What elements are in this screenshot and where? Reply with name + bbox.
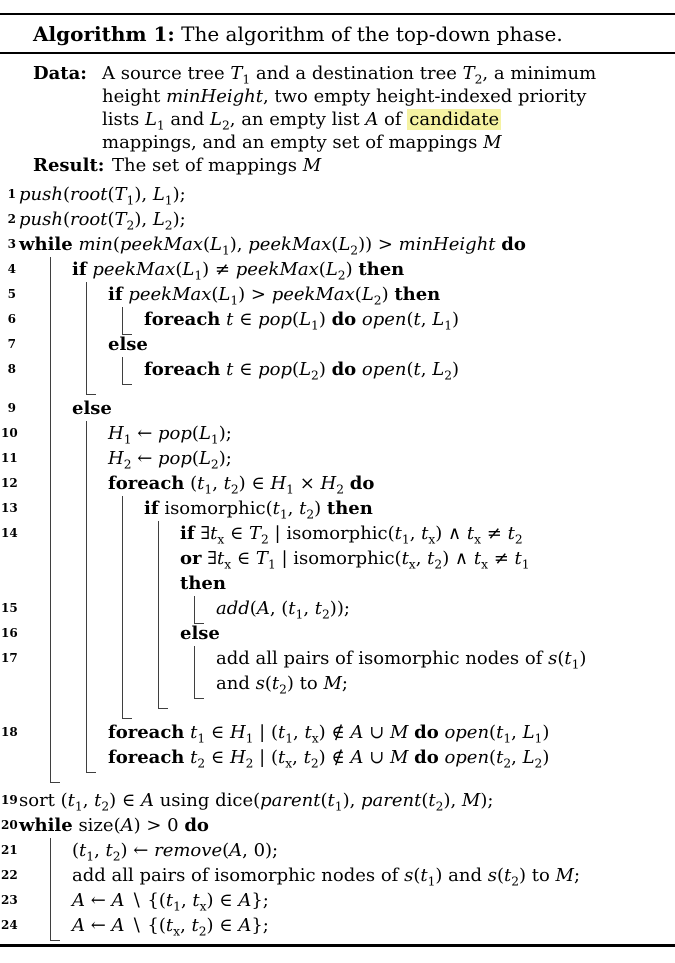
algorithm-caption [0, 15, 675, 52]
code-line [0, 671, 675, 696]
data-line: lists $L_1$ and $L_2$, an empty list A of candidate [102, 109, 500, 133]
line-content: if $isomorphic(t_1$, $t_2$) then [144, 498, 373, 522]
code-line [0, 332, 675, 357]
code-line [0, 546, 675, 571]
line-content: A ← A ∖ {($t_x$, $t_2$) ∈ A}; [72, 915, 269, 939]
block-indent-guide [50, 257, 60, 783]
caption-title: The algorithm of the top-down phase. [174, 22, 563, 46]
line-content: if $peekMax(L_1)$ > $peekMax(L_2)$ then [108, 284, 441, 308]
line-content: if $\exists t_x$ ∈ $T_2$ | $isomorphic(t_1$, $t_x$) ∧ $t_x \ne t_2$ [180, 523, 523, 547]
result-text: The set of mappings M [112, 155, 322, 176]
block-indent-guide [158, 521, 168, 709]
line-content: else [180, 623, 220, 644]
line-number: 17 [1, 651, 18, 665]
code-line [0, 257, 675, 282]
line-number: 12 [1, 476, 18, 490]
bottom-rule [0, 944, 675, 947]
line-number: 19 [1, 793, 18, 807]
line-content: $H_2$ ← $pop(L_2)$; [108, 448, 232, 472]
result-section [0, 154, 675, 177]
line-number: 2 [7, 212, 16, 226]
line-content: ($t_1$, $t_2$) ← remove(A, 0); [72, 840, 279, 864]
line-content: if $peekMax(L_1)$ ≠ $peekMax(L_2)$ then [72, 259, 405, 283]
line-content: foreach t ∈ $pop(L_2)$ do open(t, $L_2$) [144, 359, 460, 383]
line-number: 11 [1, 451, 18, 465]
line-number: 5 [7, 287, 16, 301]
line-content: foreach $t_2$ ∈ $H_2$ | ($t_x$, $t_2$) ∉ A ∪ M do $open(t_2$, $L_2$) [108, 747, 550, 771]
code-line [0, 596, 675, 621]
line-number: 21 [1, 843, 18, 857]
caption-rule [0, 52, 675, 54]
line-number: 13 [1, 501, 18, 515]
line-number: 24 [1, 918, 18, 932]
code-line [0, 471, 675, 496]
line-content: $push(root(T_1)$, $L_1$); [19, 184, 186, 208]
line-number: 7 [7, 337, 16, 351]
highlight-candidate: candidate [409, 109, 500, 130]
code-line [0, 421, 675, 446]
code-line [0, 396, 675, 421]
line-content: or $\exists t_x$ ∈ $T_1$ | $isomorphic(t_x$, $t_2$) ∧ $t_x \ne t_1$ [180, 548, 530, 572]
data-line: height minHeight, two empty height-indexed priority [102, 86, 587, 107]
code-listing [0, 182, 675, 938]
line-content: else [72, 398, 112, 419]
block-indent-guide [122, 357, 132, 385]
line-content: foreach t ∈ $pop(L_1)$ do open(t, $L_1$) [144, 309, 460, 333]
line-number: 3 [7, 237, 16, 251]
line-content: $push(root(T_2)$, $L_2$); [19, 209, 186, 233]
code-line [0, 571, 675, 596]
data-line: mappings, and an empty set of mappings M [102, 132, 502, 153]
line-number: 15 [1, 601, 18, 615]
block-indent-guide [194, 596, 204, 624]
line-number: 20 [1, 818, 18, 832]
line-number: 18 [1, 725, 18, 739]
line-number: 4 [7, 262, 16, 276]
line-content: sort ($t_1$, $t_2$) ∈ A using $dice(parent(t_1)$, $parent(t_2)$, M); [19, 790, 494, 814]
line-number: 8 [7, 362, 16, 376]
block-indent-guide [50, 838, 60, 941]
line-content: add all pairs of isomorphic nodes of $s(t_1)$ and $s(t_2)$ to M; [72, 865, 581, 889]
line-content: A ← A ∖ {($t_1$, $t_x$) ∈ A}; [72, 890, 269, 914]
line-content: $H_1$ ← $pop(L_1)$; [108, 423, 232, 447]
line-number: 9 [7, 401, 16, 415]
line-number: 22 [1, 868, 18, 882]
code-line [0, 282, 675, 307]
data-description [102, 62, 675, 154]
code-line [0, 646, 675, 671]
code-line [0, 307, 675, 332]
block-indent-guide [122, 307, 132, 335]
code-line [0, 232, 675, 257]
line-content: while size(A) > 0 do [19, 815, 209, 836]
code-line [0, 446, 675, 471]
code-line [0, 913, 675, 938]
line-content: foreach ($t_1$, $t_2$) ∈ $H_1 \times H_2$ do [108, 473, 375, 497]
code-line [0, 788, 675, 813]
block-indent-guide [86, 421, 96, 773]
line-number: 6 [7, 312, 16, 326]
code-line [0, 496, 675, 521]
code-line [0, 521, 675, 546]
code-line [0, 863, 675, 888]
code-line [0, 357, 675, 382]
code-line [0, 888, 675, 913]
line-content: and $s(t_2)$ to M; [216, 673, 348, 697]
line-number: 16 [1, 626, 18, 640]
result-label: Result: [33, 155, 105, 176]
code-line [0, 207, 675, 232]
line-number: 14 [1, 526, 18, 540]
data-line: A source tree $T_1$ and a destination tree $T_2$, a minimum [102, 63, 597, 87]
block-indent-guide [86, 282, 96, 395]
data-section [0, 62, 675, 154]
block-indent-guide [194, 646, 204, 699]
caption-label: Algorithm 1: [33, 22, 175, 46]
code-line [0, 182, 675, 207]
line-number: 10 [1, 426, 18, 440]
line-content: else [108, 334, 148, 355]
line-content: foreach $t_1$ ∈ $H_1$ | ($t_1$, $t_x$) ∉ A ∪ M do $open(t_1$, $L_1$) [108, 722, 550, 746]
code-line [0, 621, 675, 646]
code-line [0, 720, 675, 745]
block-indent-guide [122, 496, 132, 719]
code-line [0, 838, 675, 863]
line-content: add all pairs of isomorphic nodes of $s(t_1)$ [216, 648, 587, 672]
line-content: add(A, ($t_1$, $t_2$)); [216, 598, 350, 622]
line-content: then [180, 573, 226, 594]
line-content: while $\min(peekMax(L_1)$, $peekMax(L_2)$) > minHeight do [19, 234, 526, 258]
code-line [0, 813, 675, 838]
line-number: 23 [1, 893, 18, 907]
code-line [0, 745, 675, 770]
data-label: Data: [33, 63, 87, 84]
line-number: 1 [7, 187, 16, 201]
